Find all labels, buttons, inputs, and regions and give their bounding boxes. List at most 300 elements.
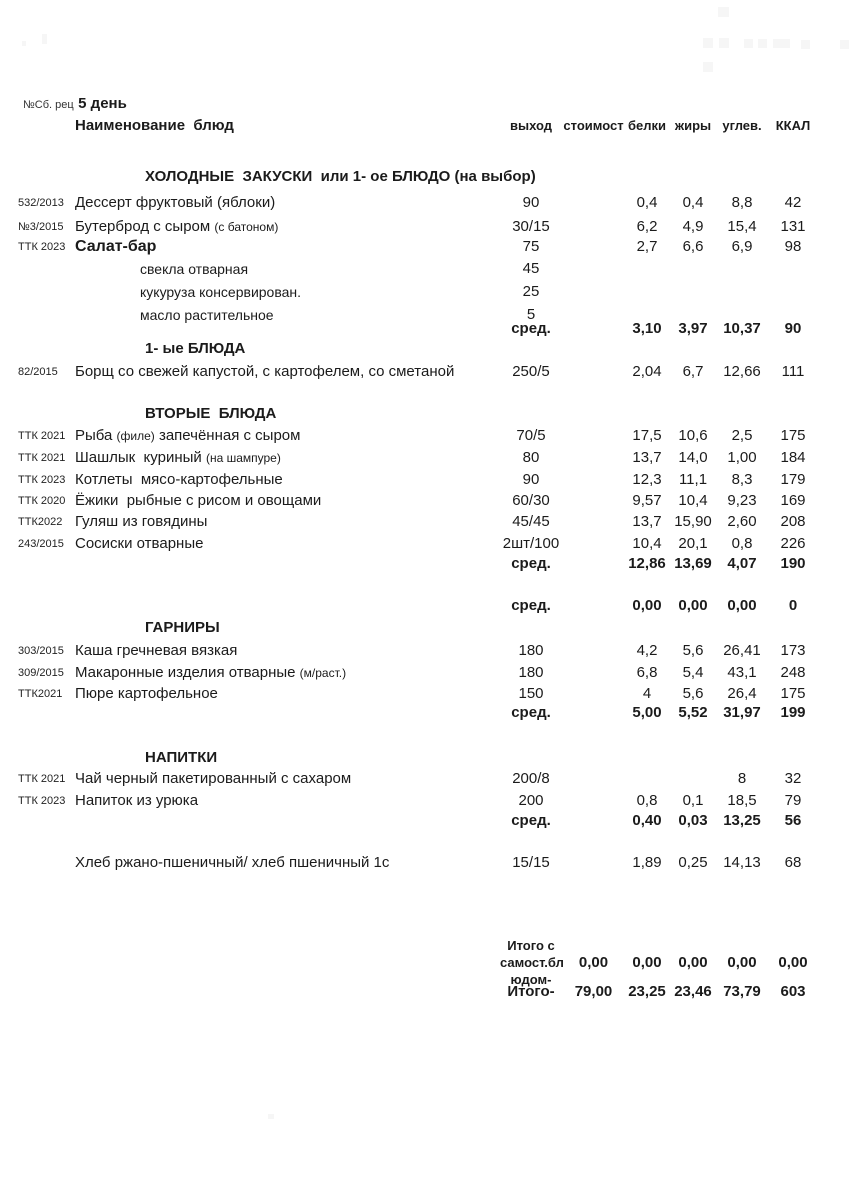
dish-name-note: (с батоном) [214, 220, 279, 234]
totals-label-line: самост.бл [500, 955, 564, 970]
dish-name-text: свекла отварная [140, 261, 249, 277]
protein-value [625, 768, 669, 790]
recipe-code: ТТК 2021 [18, 430, 66, 442]
kcal-value: 208 [780, 513, 806, 530]
dish-name-text: масло растительное [140, 307, 274, 323]
fat-value [669, 617, 717, 639]
kcal-value: 179 [780, 471, 806, 488]
recipe-code [18, 553, 75, 575]
kcal-value [767, 338, 819, 360]
output-value: 90 [522, 194, 540, 211]
grand-total-label: Итого- [507, 983, 555, 1000]
protein-value [625, 166, 669, 188]
output-value [500, 166, 562, 188]
recipe-code: 532/2013 [18, 197, 64, 209]
kcal-value: 42 [784, 194, 802, 211]
kcal-value: 32 [784, 770, 802, 787]
avg-label: сред. [511, 812, 551, 829]
protein-value: 13,7 [632, 449, 662, 466]
header-code-spacer [18, 115, 75, 137]
output-value: 200/8 [512, 770, 550, 787]
row-left-margin [0, 425, 18, 447]
recipe-code: ТТК 2023 [18, 474, 66, 486]
menu-row [0, 790, 849, 812]
dish-name-note: (филе) [116, 429, 155, 443]
cost-value [562, 403, 625, 425]
section-title: НАПИТКИ [145, 749, 218, 766]
protein-value: 9,57 [632, 492, 662, 509]
protein-value: 0,4 [636, 194, 658, 211]
dish-name-text: Хлеб ржано-пшеничный/ хлеб пшеничный 1с [75, 854, 390, 871]
fat-value: 6,7 [682, 363, 704, 380]
dish-name-text: Пюре картофельное [75, 685, 218, 702]
protein-value: 0,40 [632, 812, 662, 829]
fat-value: 0,00 [678, 597, 708, 614]
dish-name [75, 281, 500, 303]
recipe-code [18, 338, 75, 360]
avg-row [0, 595, 849, 617]
carbs-value [717, 166, 767, 188]
column-header-carbs: углев. [722, 118, 762, 133]
protein-value [625, 338, 669, 360]
kcal-value [767, 281, 819, 303]
scan-artifact [758, 39, 767, 48]
fat-value [669, 166, 717, 188]
dish-name [75, 511, 500, 533]
recipe-code: 243/2015 [18, 538, 64, 550]
output-value: 2шт/100 [502, 535, 560, 552]
section-title: ХОЛОДНЫЕ ЗАКУСКИ или 1- ое БЛЮДО (на выбор) [145, 168, 536, 185]
cost-value [562, 425, 625, 447]
fat-value: 3,97 [678, 320, 708, 337]
kcal-value [767, 258, 819, 280]
row-left-margin [0, 768, 18, 790]
protein-value [625, 617, 669, 639]
carbs-value [717, 617, 767, 639]
fat-value [669, 281, 717, 303]
carbs-value: 15,4 [727, 218, 757, 235]
recipe-code [18, 595, 75, 617]
fat-value: 0,03 [678, 812, 708, 829]
dish-name [75, 768, 500, 790]
carbs-value: 0,00 [727, 597, 757, 614]
section-row [0, 617, 849, 639]
fat-value: 10,6 [678, 427, 708, 444]
cost-value [562, 702, 625, 724]
menu-row [0, 490, 849, 512]
fat-value [669, 403, 717, 425]
protein-value: 0,00 [632, 954, 662, 971]
row-left-margin [0, 192, 18, 214]
kcal-value: 603 [780, 983, 806, 1000]
fat-value [669, 768, 717, 790]
cost-value [562, 662, 625, 684]
carbs-value: 6,9 [731, 238, 753, 255]
recipe-code [18, 318, 75, 340]
fat-value: 5,52 [678, 704, 708, 721]
menu-row [0, 662, 849, 684]
cost-value [562, 810, 625, 832]
row-left-margin [0, 617, 18, 639]
protein-value: 2,7 [636, 238, 658, 255]
protein-value: 2,04 [632, 363, 662, 380]
scan-artifact [719, 38, 729, 48]
menu-row [0, 216, 849, 238]
output-value: 200 [518, 792, 544, 809]
kcal-value: 248 [780, 664, 806, 681]
cost-value [562, 640, 625, 662]
row-left-margin [0, 447, 18, 469]
cost-value [562, 281, 625, 303]
scan-artifact [718, 7, 729, 17]
section-row [0, 338, 849, 360]
day-title: 5 день [78, 95, 127, 112]
section-title: ВТОРЫЕ БЛЮДА [145, 405, 277, 422]
dish-name [75, 553, 500, 575]
cost-value [562, 747, 625, 769]
recipe-book-label: №Сб. рец [23, 99, 74, 111]
recipe-code [18, 747, 75, 769]
section-row [0, 747, 849, 769]
row-left-margin [0, 338, 18, 360]
dish-name-text: Макаронные изделия отварные [75, 664, 300, 681]
kcal-value [767, 617, 819, 639]
cost-value [562, 258, 625, 280]
protein-value: 0,8 [636, 792, 658, 809]
kcal-value: 169 [780, 492, 806, 509]
row-left-margin [0, 852, 18, 874]
output-value: 30/15 [512, 218, 550, 235]
recipe-code: ТТК 2021 [18, 452, 66, 464]
fat-value: 23,46 [674, 983, 712, 1000]
kcal-value: 111 [781, 363, 805, 380]
scan-artifact [703, 62, 713, 72]
dish-name [75, 192, 500, 214]
kcal-value: 0 [788, 597, 798, 614]
carbs-value: 2,60 [727, 513, 757, 530]
protein-value: 17,5 [632, 427, 662, 444]
kcal-value: 173 [780, 642, 806, 659]
menu-row [0, 640, 849, 662]
output-value: 60/30 [512, 492, 550, 509]
output-value: 180 [518, 642, 544, 659]
avg-row [0, 810, 849, 832]
recipe-code: ТТК 2020 [18, 495, 66, 507]
kcal-value: 184 [780, 449, 806, 466]
row-left-margin [0, 281, 18, 303]
cost-value [562, 338, 625, 360]
dish-name [75, 469, 500, 491]
carbs-value: 8 [737, 770, 747, 787]
recipe-code: 309/2015 [18, 667, 64, 679]
output-value: 70/5 [516, 427, 546, 444]
kcal-value: 68 [784, 854, 802, 871]
row-left-margin [0, 702, 18, 724]
menu-row [0, 768, 849, 790]
carbs-value: 13,25 [723, 812, 761, 829]
dish-name [75, 702, 500, 724]
menu-row [0, 192, 849, 214]
scan-artifact [268, 1114, 274, 1119]
recipe-code: ТТК 2023 [18, 795, 66, 807]
carbs-value: 8,8 [731, 194, 753, 211]
scan-artifact [744, 39, 753, 48]
protein-value: 3,10 [632, 320, 662, 337]
avg-label: сред. [511, 704, 551, 721]
recipe-code [18, 403, 75, 425]
row-left-margin [0, 318, 18, 340]
output-value [500, 747, 562, 769]
scan-artifact [703, 38, 713, 48]
column-header-kcal: ККАЛ [775, 118, 811, 133]
carbs-value: 26,41 [723, 642, 761, 659]
scan-artifact [801, 40, 810, 49]
dish-name [75, 852, 500, 874]
menu-row [0, 361, 849, 383]
output-value: 180 [518, 664, 544, 681]
kcal-value: 0,00 [778, 954, 808, 971]
menu-row [0, 469, 849, 491]
kcal-value [767, 166, 819, 188]
dish-name [75, 595, 500, 617]
cost-value [562, 595, 625, 617]
output-value [500, 338, 562, 360]
fat-value: 0,25 [678, 854, 708, 871]
avg-row [0, 318, 849, 340]
recipe-code: ТТК2021 [18, 688, 63, 700]
carbs-value: 9,23 [727, 492, 757, 509]
output-value: 5 [526, 306, 536, 323]
fat-value: 5,4 [682, 664, 704, 681]
menu-row [0, 511, 849, 533]
carbs-value: 12,66 [723, 363, 761, 380]
dish-name-text: Рыба [75, 427, 117, 444]
kcal-value: 226 [780, 535, 806, 552]
scan-artifact [42, 34, 47, 44]
totals-label-line: юдом- [510, 972, 552, 987]
row-left-margin [0, 981, 18, 1003]
row-left-margin [0, 790, 18, 812]
recipe-code: ТТК 2023 [18, 241, 66, 253]
document-header [23, 93, 127, 115]
dish-name [75, 533, 500, 555]
totals-row [0, 981, 849, 1003]
fat-value [669, 258, 717, 280]
dish-name-text: Каша гречневая вязкая [75, 642, 238, 659]
cost-value [562, 192, 625, 214]
carbs-value: 4,07 [727, 555, 757, 572]
protein-value: 23,25 [628, 983, 666, 1000]
menu-row [0, 852, 849, 874]
protein-value: 6,8 [636, 664, 658, 681]
kcal-value: 175 [780, 685, 806, 702]
row-left-margin [0, 490, 18, 512]
recipe-code [18, 166, 75, 188]
menu-row [0, 533, 849, 555]
protein-value: 6,2 [636, 218, 658, 235]
cost-value [562, 617, 625, 639]
dish-name-text: Чай черный пакетированный с сахаром [75, 770, 352, 787]
output-value: 250/5 [512, 363, 550, 380]
column-header-cost: стоимост [563, 118, 624, 133]
fat-value [669, 338, 717, 360]
recipe-code: №3/2015 [18, 221, 64, 233]
scan-artifact [773, 39, 790, 48]
protein-value [625, 747, 669, 769]
recipe-code: 303/2015 [18, 645, 64, 657]
cost-value [562, 447, 625, 469]
dish-name [75, 662, 500, 684]
cost-value [562, 852, 625, 874]
carbs-value: 0,8 [731, 535, 753, 552]
row-left-margin [0, 553, 18, 575]
avg-label: сред. [511, 555, 551, 572]
fat-value: 20,1 [678, 535, 708, 552]
cost-value [562, 469, 625, 491]
dish-name [75, 490, 500, 512]
protein-value: 5,00 [632, 704, 662, 721]
fat-value: 14,0 [678, 449, 708, 466]
dish-name [75, 790, 500, 812]
row-left-margin [0, 258, 18, 280]
protein-value: 1,89 [632, 854, 662, 871]
kcal-value: 190 [780, 555, 806, 572]
output-value: 45 [522, 260, 540, 277]
kcal-value [767, 747, 819, 769]
scan-artifact [840, 40, 849, 49]
dish-name-text: Дессерт фруктовый (яблоки) [75, 194, 276, 211]
carbs-value: 73,79 [723, 983, 761, 1000]
kcal-value: 131 [780, 218, 806, 235]
ingredient-row [0, 281, 849, 303]
fat-value: 0,1 [682, 792, 704, 809]
dish-name-text: Гуляш из говядины [75, 513, 208, 530]
fat-value: 4,9 [682, 218, 704, 235]
menu-row [0, 236, 849, 258]
column-header-protein: белки [627, 118, 667, 133]
carbs-value: 1,00 [727, 449, 757, 466]
fat-value: 0,4 [682, 194, 704, 211]
dish-name [75, 236, 500, 258]
cost-value: 79,00 [574, 983, 613, 1000]
fat-value: 11,1 [678, 471, 708, 488]
dish-name [75, 258, 500, 280]
fat-value: 15,90 [674, 513, 712, 530]
output-value: 75 [522, 238, 540, 255]
scan-artifact [22, 41, 26, 46]
output-value: 80 [522, 449, 540, 466]
output-value [500, 617, 562, 639]
cost-value [562, 236, 625, 258]
dish-name [75, 216, 500, 238]
protein-value: 10,4 [632, 535, 662, 552]
dish-name [75, 361, 500, 383]
table-header-row [0, 115, 849, 137]
recipe-code [18, 281, 75, 303]
carbs-value: 43,1 [727, 664, 757, 681]
carbs-value [717, 258, 767, 280]
carbs-value [717, 747, 767, 769]
cost-value [562, 318, 625, 340]
recipe-code [18, 852, 75, 874]
recipe-code [18, 810, 75, 832]
protein-value: 4 [642, 685, 652, 702]
cost-value [562, 361, 625, 383]
dish-name-text: Сосиски отварные [75, 535, 204, 552]
row-left-margin [0, 640, 18, 662]
protein-value: 4,2 [636, 642, 658, 659]
dish-name-text: Салат-бар [75, 238, 157, 255]
fat-value: 5,6 [682, 685, 704, 702]
recipe-code: ТТК2022 [18, 516, 63, 528]
dish-name-text: Напиток из урюка [75, 792, 199, 809]
recipe-code [18, 617, 75, 639]
column-header-fat: жиры [674, 118, 712, 133]
protein-value: 13,7 [632, 513, 662, 530]
recipe-code: ТТК 2021 [18, 773, 66, 785]
recipe-code [18, 702, 75, 724]
dish-name [75, 640, 500, 662]
carbs-value: 26,4 [727, 685, 757, 702]
row-left-margin [0, 662, 18, 684]
dish-name-text: Котлеты мясо-картофельные [75, 471, 283, 488]
dish-name-text: Бутерброд с сыром [75, 218, 215, 235]
dish-name-text: запечённая с сыром [154, 427, 301, 444]
section-title: 1- ые БЛЮДА [145, 340, 246, 357]
ingredient-row [0, 258, 849, 280]
output-value: 15/15 [512, 854, 550, 871]
cost-value: 0,00 [578, 954, 609, 971]
section-title: ГАРНИРЫ [145, 619, 220, 636]
row-left-margin [0, 595, 18, 617]
dish-name-text: Борщ со свежей капустой, с картофелем, со сметаной [75, 363, 455, 380]
carbs-value: 10,37 [723, 320, 761, 337]
cost-value [562, 768, 625, 790]
fat-value: 6,6 [682, 238, 704, 255]
recipe-code [18, 258, 75, 280]
output-value [500, 403, 562, 425]
dish-name-note: (м/раст.) [299, 666, 347, 680]
output-value: 90 [522, 471, 540, 488]
kcal-value: 175 [780, 427, 806, 444]
carbs-value: 8,3 [731, 471, 753, 488]
dish-name [75, 447, 500, 469]
kcal-value: 56 [784, 812, 802, 829]
protein-value [625, 258, 669, 280]
output-value: 25 [522, 283, 540, 300]
output-value: 45/45 [512, 513, 550, 530]
carbs-value: 31,97 [723, 704, 761, 721]
row-left-margin [0, 469, 18, 491]
carbs-value [717, 281, 767, 303]
section-row [0, 403, 849, 425]
cost-value [562, 166, 625, 188]
fat-value [669, 747, 717, 769]
row-left-margin [0, 511, 18, 533]
cost-value [562, 511, 625, 533]
carbs-value [717, 403, 767, 425]
carbs-value: 0,00 [727, 954, 757, 971]
column-header-name: Наименование блюд [75, 117, 234, 134]
avg-row [0, 702, 849, 724]
cost-value [562, 490, 625, 512]
totals-label-line: Итого с [507, 938, 555, 953]
protein-value: 12,3 [632, 471, 662, 488]
cost-value [562, 216, 625, 238]
menu-row [0, 447, 849, 469]
dish-name [75, 318, 500, 340]
carbs-value: 2,5 [731, 427, 753, 444]
